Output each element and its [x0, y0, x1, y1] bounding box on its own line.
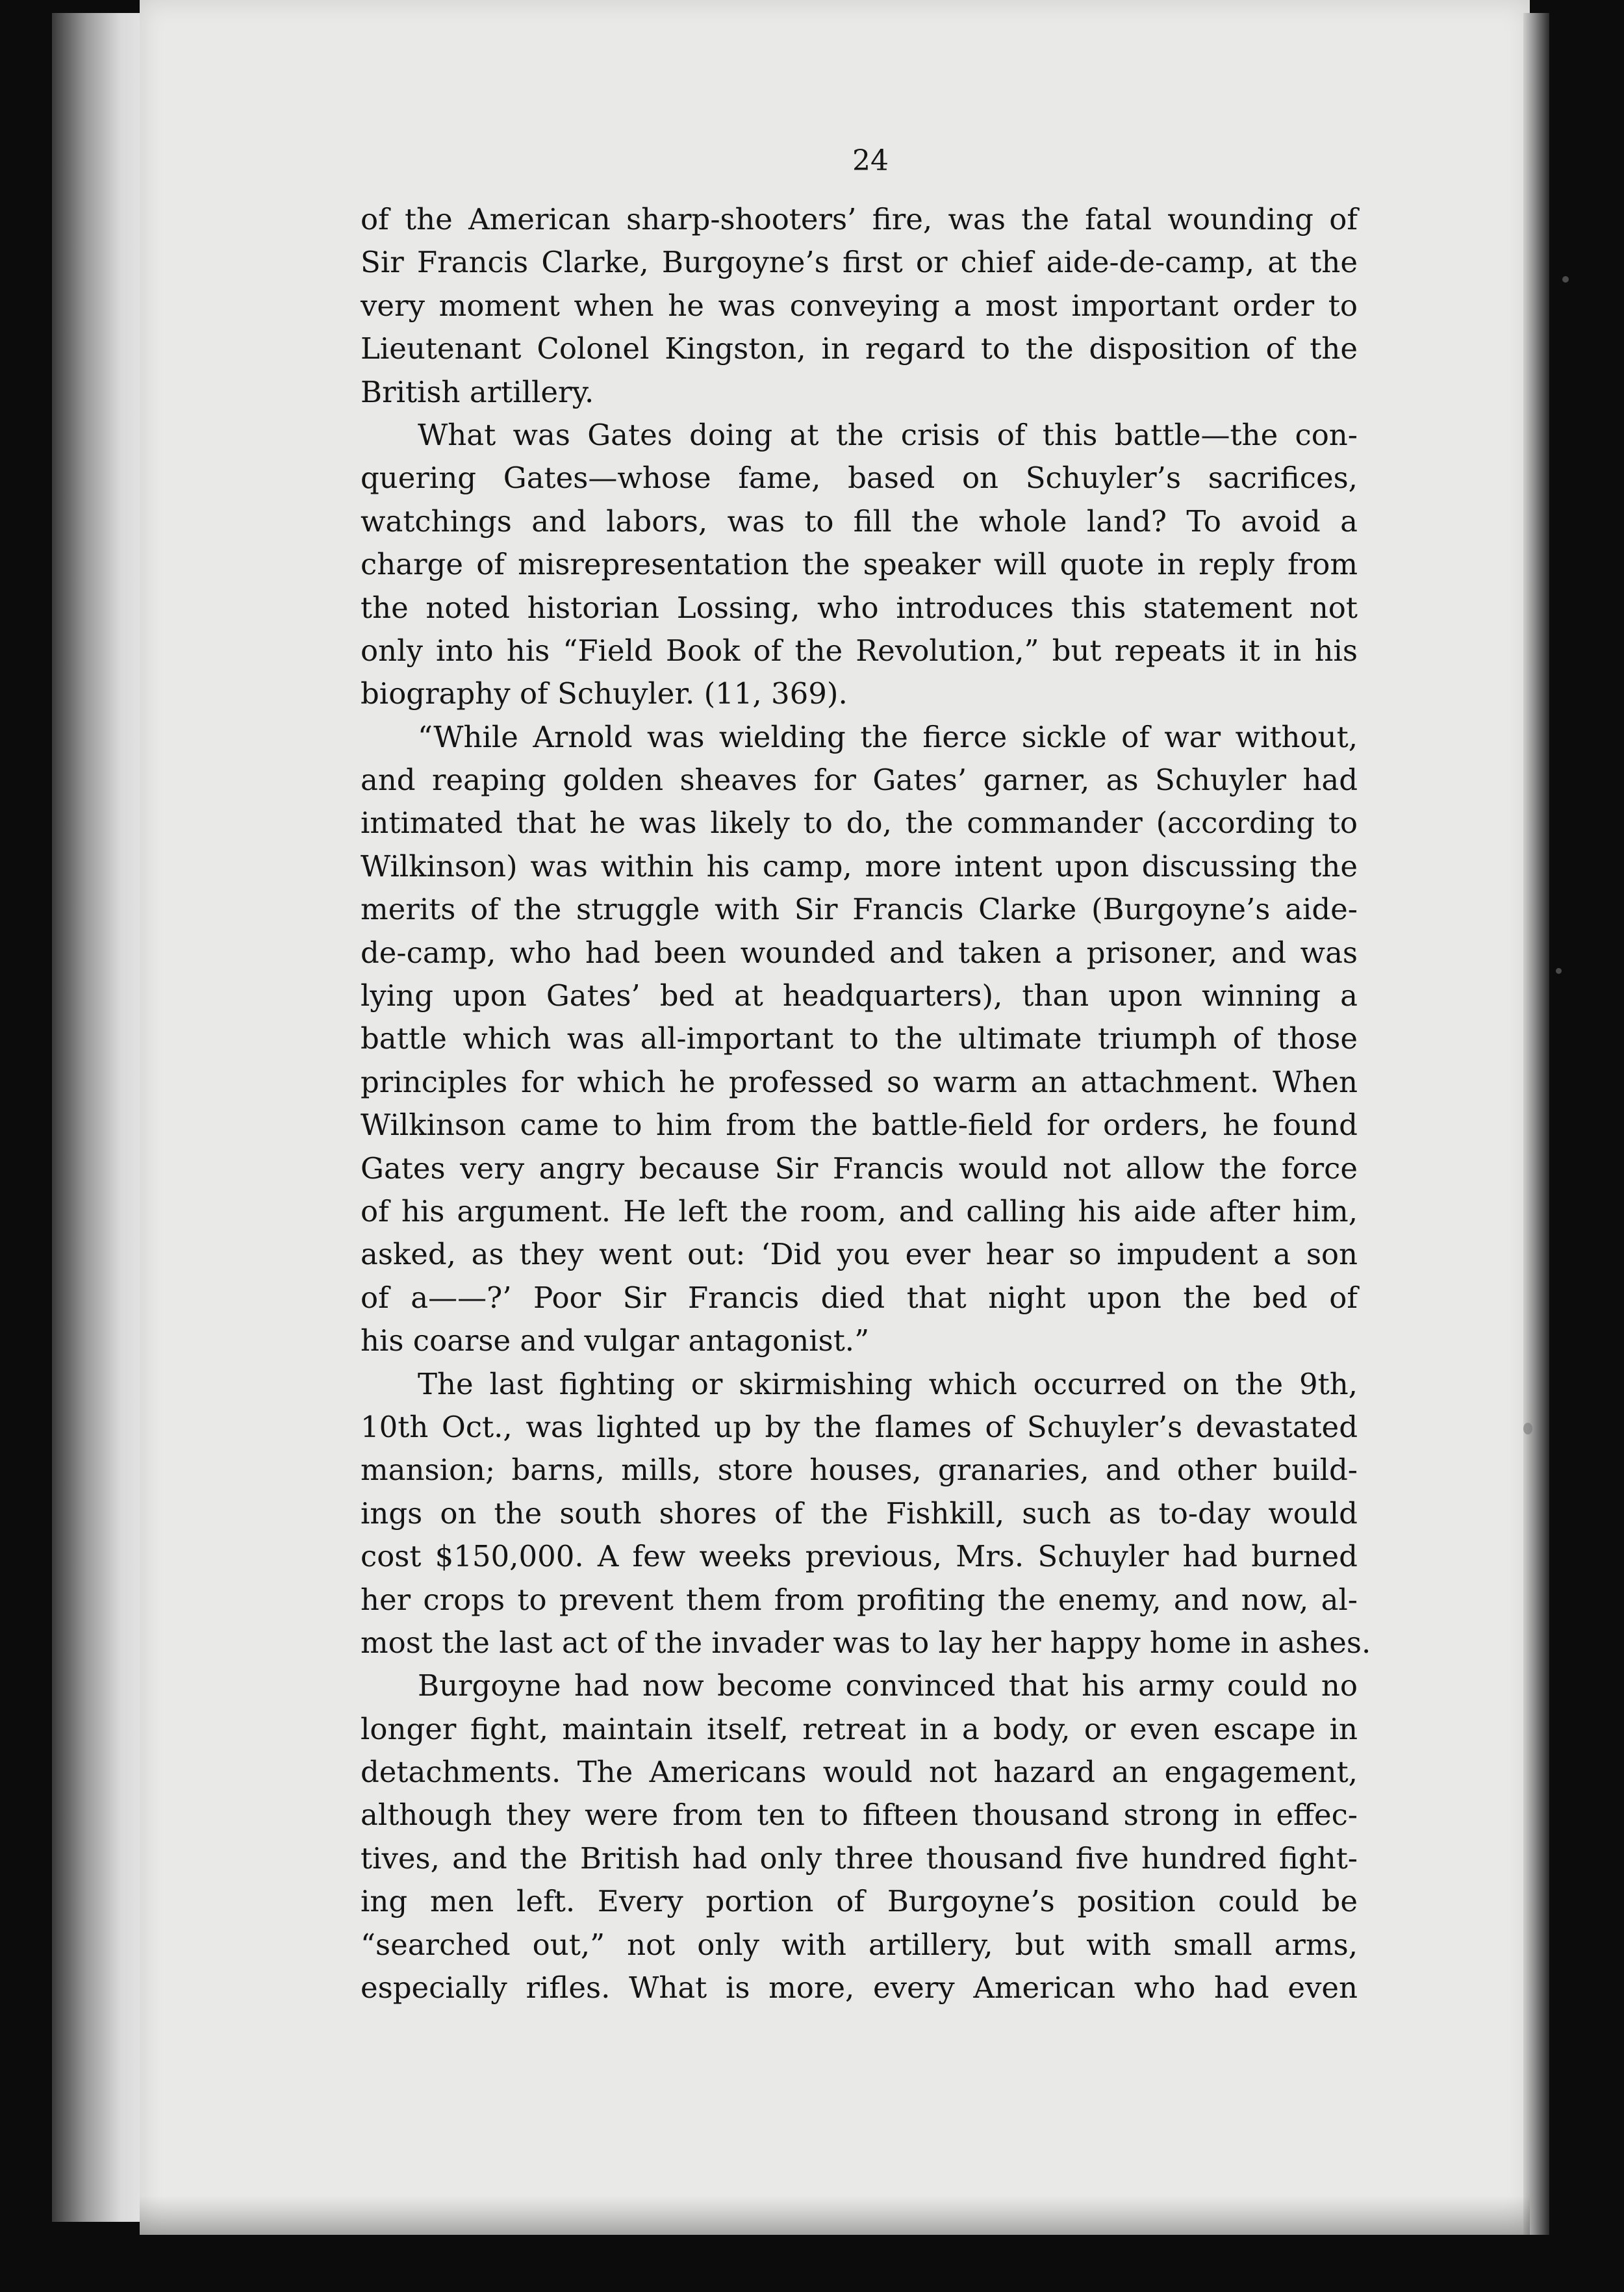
text-line: merits of the struggle with Sir Francis Clarke (Burgoyne’s aide-: [361, 892, 1358, 927]
text-line: Sir Francis Clarke, Burgoyne’s first or chief aide-de-camp, at the: [361, 245, 1358, 280]
text-line: British artillery.: [361, 374, 594, 409]
text-line: Wilkinson) was within his camp, more intent upon discussing the: [361, 848, 1358, 884]
text-line: ings on the south shores of the Fishkill, such as to-day would: [361, 1496, 1358, 1531]
text-line: and reaping golden sheaves for Gates’ garner, as Schuyler had: [361, 763, 1358, 798]
text-line: most the last act of the invader was to lay her happy home in ashes.: [361, 1625, 1371, 1660]
text-line: Burgoyne had now become convinced that his army could no: [418, 1668, 1358, 1703]
text-line: mansion; barns, mills, store houses, granaries, and other build-: [361, 1453, 1358, 1488]
text-line: of the American sharp-shooters’ fire, was the fatal wounding of: [361, 202, 1358, 236]
text-line: quering Gates—whose fame, based on Schuyler’s sacrifices,: [361, 461, 1358, 496]
text-line: Gates very angry because Sir Francis would not allow the force: [361, 1151, 1358, 1186]
text-line: the noted historian Lossing, who introduces this statement not: [361, 590, 1358, 625]
text-line: Lieutenant Colonel Kingston, in regard to the disposition of the: [361, 331, 1358, 366]
text-line: cost $150,000. A few weeks previous, Mrs. Schuyler had burned: [361, 1539, 1358, 1574]
ink-speck: [1523, 1423, 1532, 1434]
body-text: [361, 198, 1371, 2009]
text-line: although they were from ten to fifteen thousand strong in effec-: [361, 1798, 1358, 1833]
page-bottom-shadow: [140, 2196, 1530, 2235]
text-line: 10th Oct., was lighted up by the flames of Schuyler’s devastated: [361, 1409, 1358, 1444]
text-line: of his argument. He left the room, and calling his aide after him,: [361, 1193, 1358, 1229]
text-line: asked, as they went out: ‘Did you ever hear so impudent a son: [361, 1237, 1358, 1272]
text-line: his coarse and vulgar antagonist.”: [361, 1323, 870, 1358]
ink-speck: [1556, 968, 1562, 974]
text-line: detachments. The Americans would not hazard an engagement,: [361, 1755, 1358, 1790]
page-number: 24: [852, 144, 889, 177]
text-line: tives, and the British had only three thousand five hundred fight-: [361, 1840, 1358, 1876]
text-line: lying upon Gates’ bed at headquarters), than upon winning a: [361, 978, 1358, 1013]
text-line: biography of Schuyler. (11, 369).: [361, 676, 848, 711]
text-line: of a——?’ Poor Sir Francis died that night upon the bed of: [361, 1280, 1358, 1315]
text-line: intimated that he was likely to do, the commander (according to: [361, 806, 1358, 841]
text-line: only into his “Field Book of the Revolution,” but repeats it in his: [361, 633, 1358, 668]
text-line: watchings and labors, was to fill the whole land? To avoid a: [361, 503, 1358, 539]
text-line: her crops to prevent them from profiting the enemy, and now, al-: [361, 1582, 1358, 1617]
text-line: principles for which he professed so warm an attachment. When: [361, 1064, 1358, 1099]
text-line: charge of misrepresentation the speaker will quote in reply from: [361, 547, 1358, 582]
text-line: longer fight, maintain itself, retreat in a body, or even escape in: [361, 1711, 1358, 1746]
text-line: “While Arnold was wielding the fierce sickle of war without,: [418, 719, 1358, 754]
text-line: battle which was all-important to the ultimate triumph of those: [361, 1021, 1358, 1056]
text-line: The last fighting or skirmishing which occurred on the 9th,: [418, 1366, 1358, 1401]
text-line: Wilkinson came to him from the battle-field for orders, he found: [361, 1108, 1358, 1143]
page-right-edge: [1523, 13, 1549, 2235]
text-line: What was Gates doing at the crisis of this battle—the con-: [418, 417, 1358, 452]
text-line: “searched out,” not only with artillery, but with small arms,: [361, 1927, 1358, 1962]
binding-edge: [52, 13, 149, 2222]
text-line: de-camp, who had been wounded and taken a prisoner, and was: [361, 935, 1358, 970]
text-line: ing men left. Every portion of Burgoyne’s position could be: [361, 1884, 1358, 1919]
ink-speck: [1562, 276, 1569, 283]
text-line: especially rifles. What is more, every American who had even: [361, 1970, 1358, 2006]
text-line: very moment when he was conveying a most important order to: [361, 288, 1358, 323]
